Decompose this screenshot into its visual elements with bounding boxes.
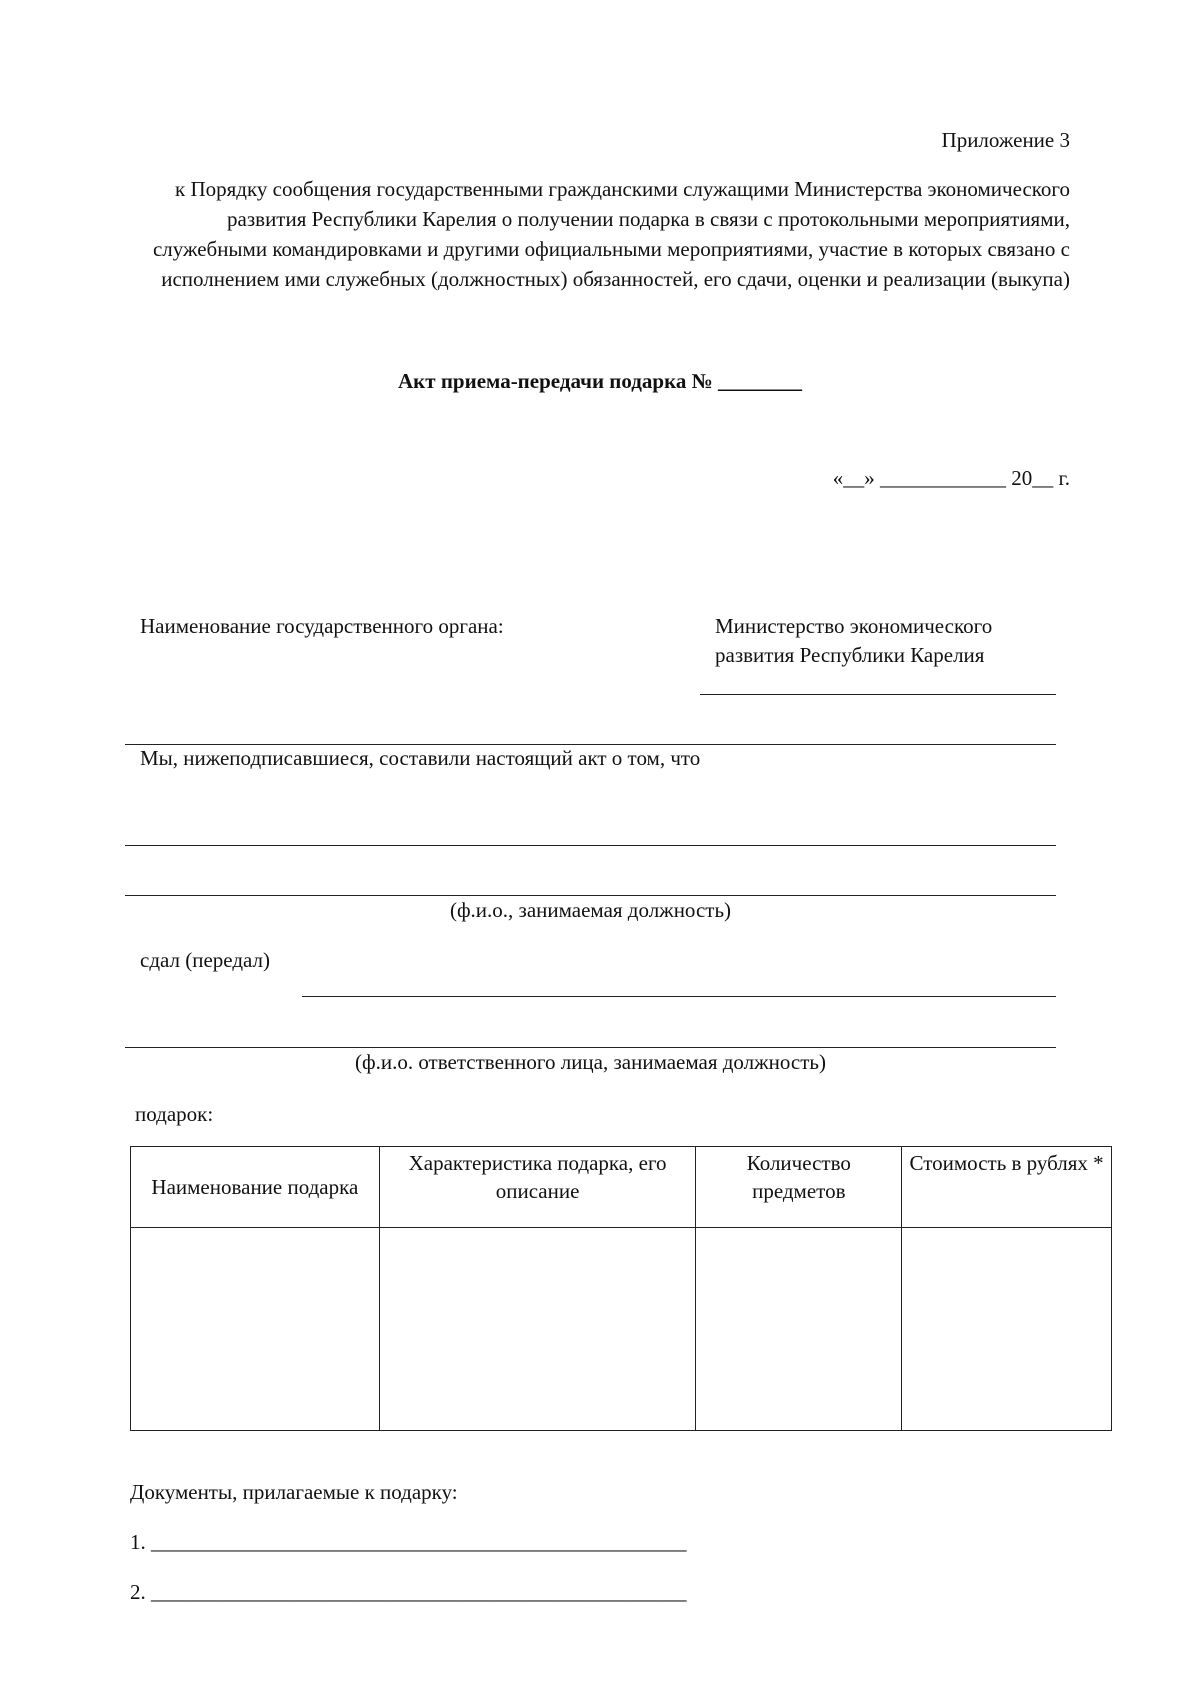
header-quantity: Количество предметов [696,1147,902,1228]
header-description: Характеристика подарка, его описание [379,1147,696,1228]
statement-text: Мы, нижеподписавшиеся, составили настоящий акт о том, что [140,746,701,770]
table-row [131,1228,1112,1431]
documents-label: Документы, прилагаемые к подарку: [130,1480,458,1504]
handed-over-label: сдал (передал) [140,948,270,972]
org-value-line1: Министерство экономического [715,614,993,638]
org-value-line2: развития Республики Карелия [715,643,985,667]
gift-label: подарок: [135,1102,214,1126]
appendix-label: Приложение 3 [941,128,1070,152]
date-line: «__» ____________ 20__ г. [832,466,1070,490]
caption-responsible: (ф.и.о. ответственного лица, занимаемая должность) [355,1050,826,1074]
intro-text: к Порядку сообщения государственными гражданскими служащими Министерства экономического развития Республики Карелия о получении подарка в связи с протокольными мероприятиями, служебными командировками и другими официальными мероприятиями, участие в которых связано с исполнением ими служебных (должностных) обязанностей, его сдачи, оценки и реализации (выкупа) [152,177,1070,291]
table-cell[interactable] [902,1228,1112,1431]
header-cost: Стоимость в рублях * [902,1147,1112,1228]
document-item-1: 1. ___________________________________________________ [130,1530,687,1554]
act-title: Акт приема-передачи подарка № ________ [398,369,802,393]
org-underline [700,694,1056,695]
table-cell[interactable] [379,1228,696,1431]
document-item-2: 2. ___________________________________________________ [130,1580,687,1604]
org-label: Наименование государственного органа: [140,614,504,638]
caption-fio: (ф.и.о., занимаемая должность) [449,898,732,922]
gift-table [130,1146,1112,1431]
blank-line-2 [125,845,1056,846]
table-cell[interactable] [131,1228,380,1431]
table-cell[interactable] [696,1228,902,1431]
header-gift-name: Наименование подарка [131,1147,380,1228]
handed-over-line [302,996,1056,997]
table-header-row [131,1147,1112,1228]
